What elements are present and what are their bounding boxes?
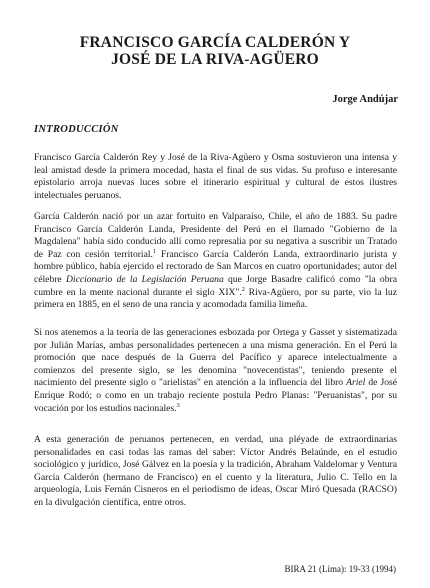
book-title-ariel: Ariel xyxy=(346,377,366,389)
paragraph-2 xyxy=(34,211,397,312)
paragraph-2-text-d: Riva-Agüero, por su parte, vio la luz primera en 1885, en el seno de una rancia y acomodada familia limeña. xyxy=(34,286,397,311)
paragraph-3 xyxy=(34,327,397,415)
journal-citation-footer: BIRA 21 (Lima): 19-33 (1994) xyxy=(284,564,396,574)
book-title-diccionario: Diccionario de la Legislación Peruana xyxy=(65,273,224,285)
footnote-ref-1: 1 xyxy=(152,247,157,255)
article-title xyxy=(40,34,390,68)
paragraph-4: A esta generación de peruanos pertenecen, en verdad, una pléyade de extraordinarias personalidades en casi todas las ramas del saber: Víctor Andrés Belaúnde, en el estudio sociológico y jurídico, José Gálvez en la poesía y la tradición, Abraham Valdelomar y Ventura García Calderón (hermano de Francisco) en el cuento y la literatura, Julio C. Tello en la arqueología, Luis Fernán Cisneros en el periodismo de ideas, Oscar Miró Quesada (RACSO) en la divulgación científica, entre otros. xyxy=(34,434,397,508)
paragraph-3-text-a: Si nos atenemos a la teoría de las generaciones esbozada por Ortega y Gasset y sistematizada por Julián Marías, ambas personalidades pertenecen a una misma generación. En el Perú la promoción que nace después de la Guerra del Pacífico y aparece intelectualmente a comienzos del presente siglo, se les denomina "novecentistas", teniendo presente el nacimiento del presente siglo o "arielistas" en atención a la influencia del libro xyxy=(34,327,397,389)
title-line-2: JOSÉ DE LA RIVA-AGÜERO xyxy=(111,51,319,68)
paragraph-2-text-c: que Jorge Basadre calificó como "la obra cumbre en la mente nacional durante el siglo XIX". xyxy=(34,273,397,298)
footnote-ref-3: 3 xyxy=(176,401,180,409)
paragraph-1: Francisco García Calderón Rey y José de la Riva-Agüero y Osma sostuvieron una intensa y leal amistad desde la primera mocedad, hasta el final de sus vidas. Su profuso e interesante epistolario arroja nuevas luces sobre el itinerario espiritual y cultural de estos ilustres intelectuales peruanos. xyxy=(34,152,397,201)
footnote-ref-2: 2 xyxy=(241,285,246,293)
title-line-1: FRANCISCO GARCÍA CALDERÓN Y xyxy=(79,34,351,51)
author-name: Jorge Andújar xyxy=(332,94,398,105)
paragraph-2-text-b: Francisco García Calderón Landa, extraordinario jurista y hombre público, había ejercido el rectorado de San Marcos en cuatro oportunidades; autor del célebre xyxy=(34,248,397,285)
section-heading: INTRODUCCIÓN xyxy=(34,124,119,135)
paragraph-3-text-b: de José Enrique Rodó; o como en un trabajo reciente postula Pedro Planas: "Peruanistas", por su vocación por los estudios nacionales. xyxy=(34,377,398,414)
paragraph-2-text-a: García Calderón nació por un azar fortuito en Valparaíso, Chile, el año de 1883. Su padre Francisco García Calderón Landa, Presidente del Perú en el llamado "Gobierno de la Magdalena" había sido conducido allí como represalia por su negativa a suscribir un Tratado de Paz con cesión territorial. xyxy=(34,211,397,260)
